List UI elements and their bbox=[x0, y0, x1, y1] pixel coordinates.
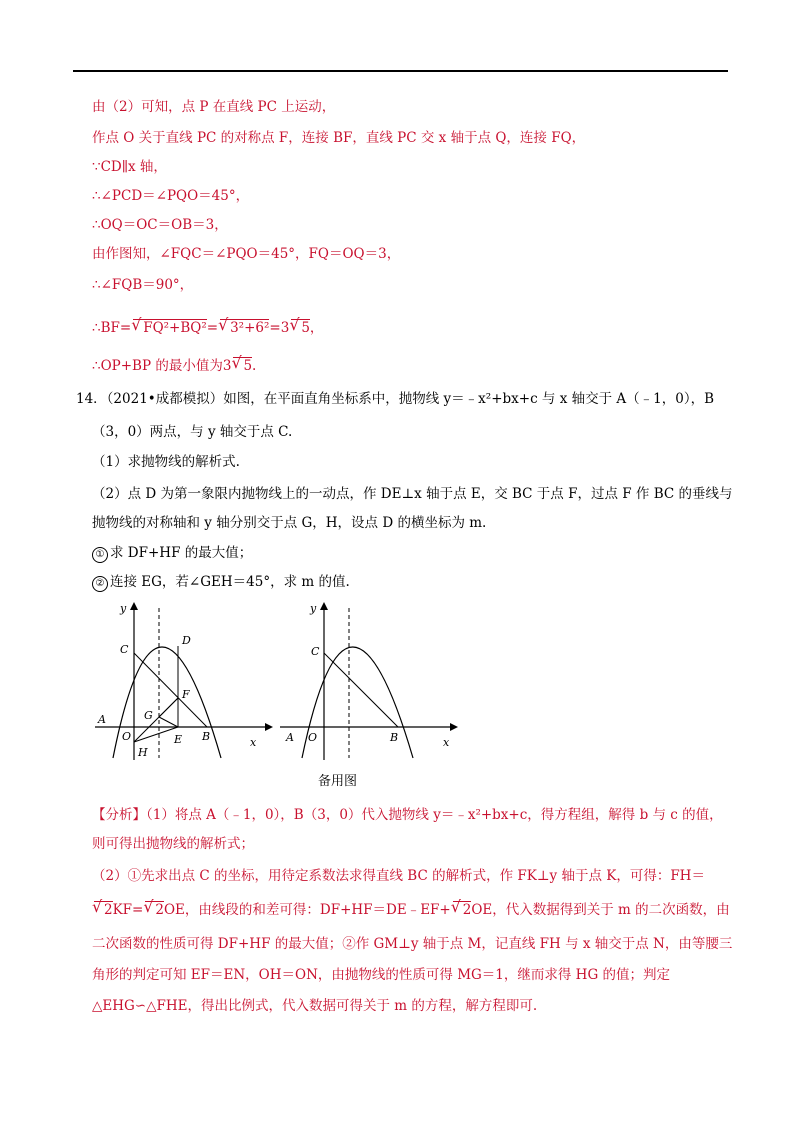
bf-equation: ∴BF=√ FQ²+BQ²=√ 3²+6²=3√ 5， bbox=[92, 318, 323, 338]
solution-line-2: 作点 O 关于直线 PC 的对称点 F，连接 BF，直线 PC 交 x 轴于点 Q，连接 FQ， bbox=[92, 130, 586, 146]
problem-line-5: 抛物线的对称轴和 y 轴分别交于点 G，H，设点 D 的横坐标为 m. bbox=[92, 515, 487, 531]
analysis-line-1: 【分析】（1）将点 A（﹣1，0），B（3，0）代入抛物线 y＝﹣x²+bx+c，得方程组，解得 b 与 c 的值， bbox=[92, 807, 723, 823]
svg-text:O: O bbox=[122, 730, 132, 743]
problem-line-4: （2）点 D 为第一象限内抛物线上的一动点，作 DE⊥x 轴于点 E，交 BC 于点 F，过点 F 作 BC 的垂线与 bbox=[92, 486, 733, 502]
svg-text:E: E bbox=[174, 733, 183, 746]
figure-caption: 备用图 bbox=[318, 774, 358, 789]
problem-line-2: （3，0）两点，与 y 轴交于点 C. bbox=[92, 424, 293, 440]
solution-line-3: ∵CD∥x 轴， bbox=[92, 159, 167, 175]
solution-line-6: 由作图知，∠FQC＝∠PQO＝45°，FQ＝OQ＝3， bbox=[92, 246, 401, 262]
problem-line-1: 14．（2021•成都模拟）如图，在平面直角坐标系中，抛物线 y＝﹣x²+bx+c 与 x 轴交于 A（﹣1，0），B bbox=[76, 391, 715, 407]
svg-text:H: H bbox=[138, 746, 148, 759]
svg-text:B: B bbox=[202, 730, 211, 743]
sqrt-3: √ 5 bbox=[291, 319, 310, 336]
figure-main bbox=[95, 602, 273, 760]
svg-text:C: C bbox=[120, 643, 129, 656]
solution-line-7: ∴∠FQB＝90°， bbox=[92, 277, 194, 293]
svg-text:C: C bbox=[311, 645, 320, 658]
figure-backup bbox=[280, 602, 458, 760]
analysis-line-3: （2）①先求出点 C 的坐标，用待定系数法求得直线 BC 的解析式，作 FK⊥y 轴于点 K，可得：FH＝ bbox=[92, 868, 705, 884]
question-2: ② 连接 EG，若∠GEH＝45°，求 m 的值. bbox=[92, 572, 350, 592]
solution-line-4: ∴∠PCD＝∠PQO＝45°， bbox=[92, 188, 250, 204]
analysis-line-6: 角形的判定可知 EF＝EN，OH＝ON，由抛物线的性质可得 MG＝1，继而求得 HG 的值；判定 bbox=[92, 967, 671, 983]
figures bbox=[90, 598, 470, 768]
svg-text:F: F bbox=[182, 688, 190, 701]
svg-text:x: x bbox=[443, 736, 450, 749]
svg-text:y: y bbox=[310, 602, 317, 615]
solution-line-5: ∴OQ＝OC＝OB＝3， bbox=[92, 217, 228, 233]
svg-text:D: D bbox=[182, 634, 191, 647]
svg-text:G: G bbox=[144, 709, 153, 722]
analysis-line-7: △EHG∽△FHE，得出比例式，代入数据可得关于 m 的方程，解方程即可. bbox=[92, 998, 538, 1014]
svg-text:x: x bbox=[250, 736, 257, 749]
svg-text:y: y bbox=[120, 602, 127, 615]
svg-text:B: B bbox=[390, 731, 399, 744]
header-rule bbox=[73, 70, 728, 72]
analysis-line-5: 二次函数的性质可得 DF+HF 的最大值；②作 GM⊥y 轴于点 M，记直线 FH 与 x 轴交于点 N，由等腰三 bbox=[92, 936, 733, 952]
analysis-line-2: 则可得出抛物线的解析式； bbox=[92, 836, 254, 852]
analysis-line-4: √ 2KF=√ 2OE，由线段的和差可得：DF+HF＝DE﹣EF+√ 2OE，代入数据得到关于 m 的二次函数，由 bbox=[92, 900, 730, 920]
sqrt-1: √ FQ²+BQ² bbox=[133, 319, 207, 336]
svg-text:A: A bbox=[286, 731, 294, 744]
solution-line-1: 由（2）可知，点 P 在直线 PC 上运动， bbox=[92, 99, 336, 115]
svg-text:A: A bbox=[98, 713, 106, 726]
question-1: ① 求 DF+HF 的最大值； bbox=[92, 543, 252, 563]
min-value-line: ∴OP+BP 的最小值为3√ 5. bbox=[92, 356, 256, 376]
bf-prefix: ∴BF= bbox=[92, 320, 132, 336]
problem-line-3: （1）求抛物线的解析式. bbox=[92, 454, 240, 470]
sqrt-2: √ 3²+6² bbox=[220, 319, 269, 336]
svg-text:O: O bbox=[308, 731, 318, 744]
